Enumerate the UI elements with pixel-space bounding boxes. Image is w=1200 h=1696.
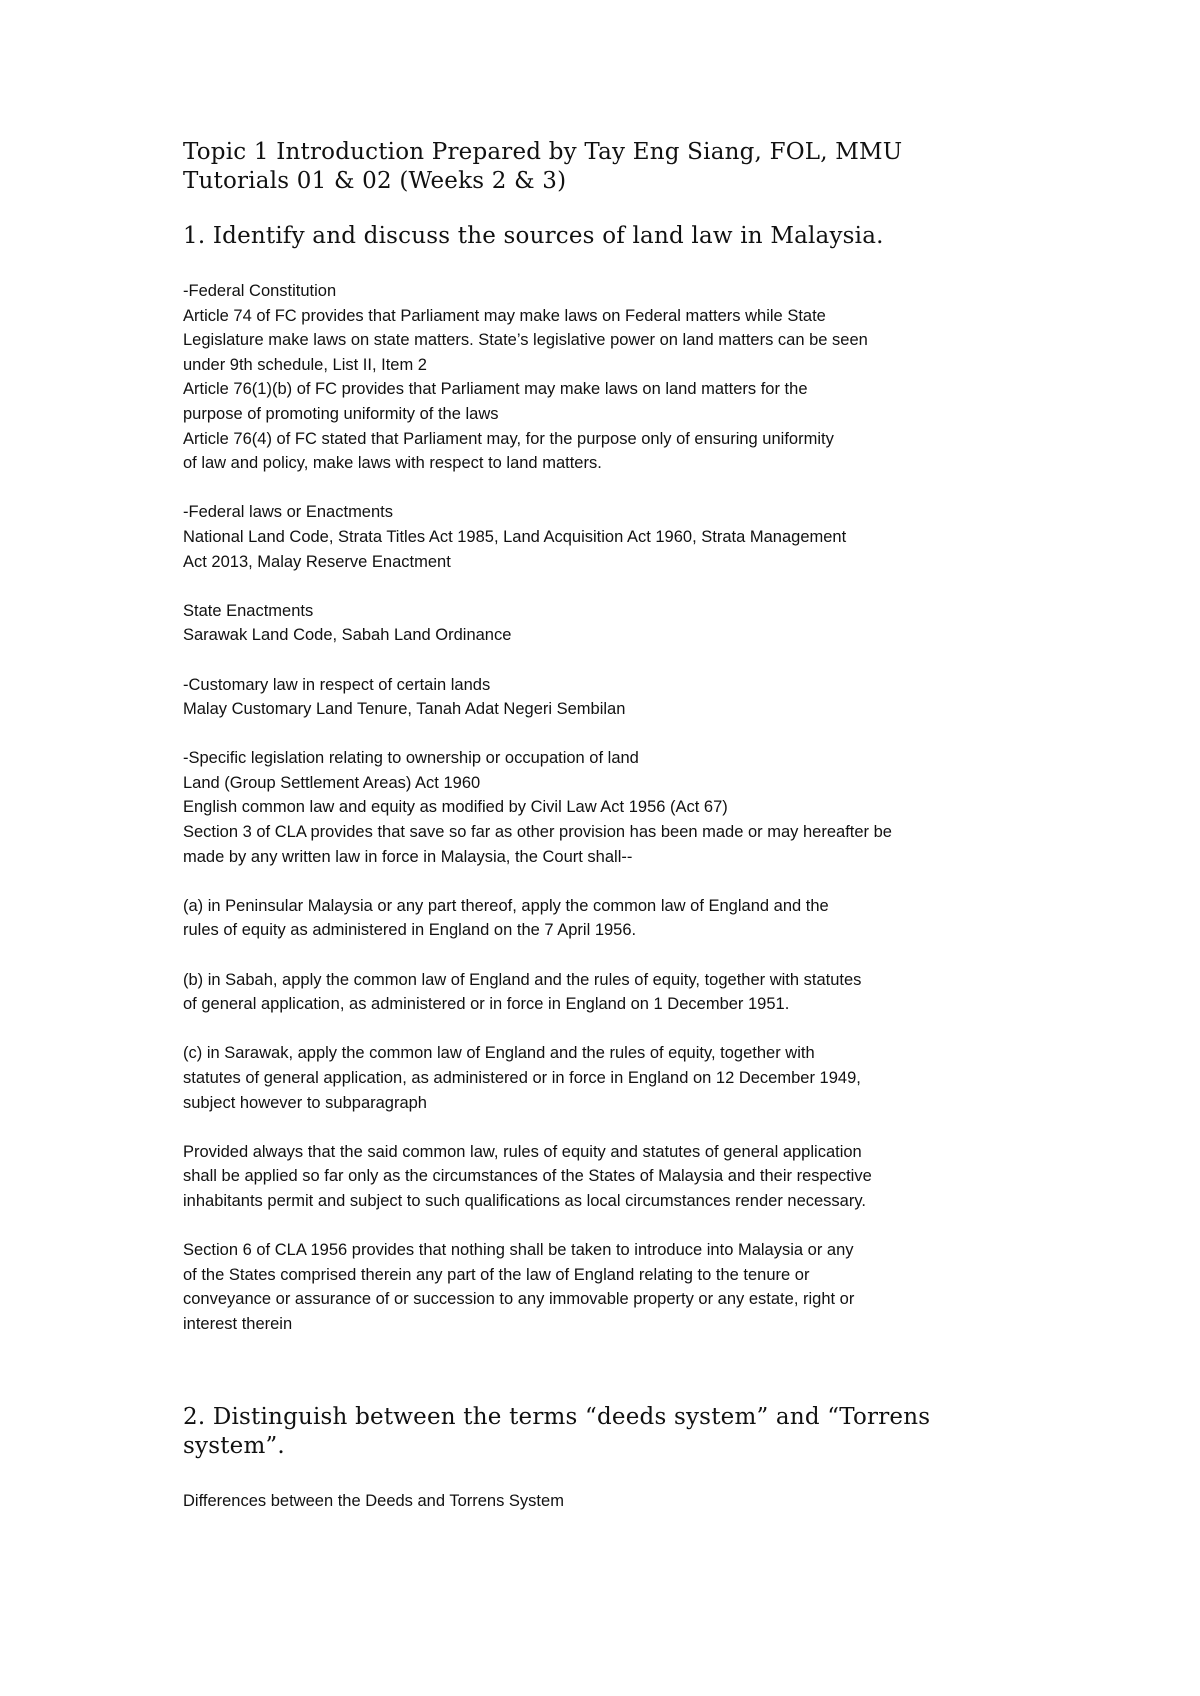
title-line-2: Tutorials 01 & 02 (Weeks 2 & 3) xyxy=(183,168,567,194)
heading-line-1: 2. Distinguish between the terms “deeds system” and “Torrens xyxy=(183,1403,931,1430)
text-line: conveyance or assurance of or succession to any immovable property or any estate, right or xyxy=(183,1290,855,1309)
clause-a xyxy=(183,894,1003,943)
text-line: Section 3 of CLA provides that save so far as other provision has been made or may hereafter be xyxy=(183,823,892,842)
text-line: Provided always that the said common law, rules of equity and statutes of general application xyxy=(183,1142,862,1161)
question-2-intro: Differences between the Deeds and Torrens System xyxy=(183,1491,564,1510)
text-line: statutes of general application, as administered or in force in England on 12 December 1949, xyxy=(183,1069,861,1087)
question-2-heading xyxy=(183,1403,1003,1461)
document-body xyxy=(183,138,1003,1513)
text-line: Sarawak Land Code, Sabah Land Ordinance xyxy=(183,626,512,645)
text-line: of law and policy, make laws with respect to land matters. xyxy=(183,454,602,473)
text-line: Land (Group Settlement Areas) Act 1960 xyxy=(183,773,481,792)
proviso-paragraph xyxy=(183,1140,1003,1214)
text-line: Malay Customary Land Tenure, Tanah Adat Negeri Sembilan xyxy=(183,700,626,719)
title-line-1: Topic 1 Introduction Prepared by Tay Eng Siang, FOL, MMU xyxy=(183,139,903,165)
text-line: inhabitants permit and subject to such qualifications as local circumstances render necessary. xyxy=(183,1191,866,1210)
clause-b xyxy=(183,968,1003,1017)
text-line: Act 2013, Malay Reserve Enactment xyxy=(183,552,451,571)
text-line: purpose of promoting uniformity of the laws xyxy=(183,404,499,423)
text-line: of general application, as administered or in force in England on 1 December 1951. xyxy=(183,995,790,1014)
text-line: interest therein xyxy=(183,1314,293,1333)
federal-constitution-section xyxy=(183,279,1003,476)
heading-line-2: system”. xyxy=(183,1432,285,1459)
customary-law-section xyxy=(183,673,1003,722)
text-line: (a) in Peninsular Malaysia or any part thereof, apply the common law of England and the xyxy=(183,896,829,915)
text-line: shall be applied so far only as the circumstances of the States of Malaysia and their respective xyxy=(183,1167,872,1186)
text-line: made by any written law in force in Malaysia, the Court shall-- xyxy=(183,847,633,866)
text-line: subject however to subparagraph xyxy=(183,1093,427,1112)
state-enactments-section xyxy=(183,599,1003,648)
section-heading: -Federal laws or Enactments xyxy=(183,503,393,522)
question-1-heading: 1. Identify and discuss the sources of land law in Malaysia. xyxy=(183,223,884,249)
section-heading: -Specific legislation relating to ownership or occupation of land xyxy=(183,749,639,768)
document-title xyxy=(183,138,1003,196)
section-heading: -Federal Constitution xyxy=(183,282,337,300)
text-line: Article 74 of FC provides that Parliament may make laws on Federal matters while State xyxy=(183,306,826,325)
text-line: Article 76(4) of FC stated that Parliament may, for the purpose only of ensuring uniformity xyxy=(183,429,834,448)
text-line: (b) in Sabah, apply the common law of England and the rules of equity, together with statutes xyxy=(183,970,862,989)
text-line: Legislature make laws on state matters. State’s legislative power on land matters can be seen xyxy=(183,331,868,350)
text-line: Article 76(1)(b) of FC provides that Parliament may make laws on land matters for the xyxy=(183,380,808,399)
section-6-paragraph xyxy=(183,1238,1003,1336)
section-heading: -Customary law in respect of certain lands xyxy=(183,675,491,694)
text-line: of the States comprised therein any part of the law of England relating to the tenure or xyxy=(183,1265,810,1284)
section-heading: State Enactments xyxy=(183,601,314,620)
specific-legislation-section xyxy=(183,746,1003,869)
federal-laws-section xyxy=(183,500,1003,574)
text-line: National Land Code, Strata Titles Act 1985, Land Acquisition Act 1960, Strata Management xyxy=(183,527,847,546)
text-line: English common law and equity as modified by Civil Law Act 1956 (Act 67) xyxy=(183,798,728,817)
text-line: under 9th schedule, List II, Item 2 xyxy=(183,355,427,374)
clause-c xyxy=(183,1041,1003,1115)
text-line: (c) in Sarawak, apply the common law of England and the rules of equity, together with xyxy=(183,1044,815,1063)
text-line: Section 6 of CLA 1956 provides that nothing shall be taken to introduce into Malaysia or any xyxy=(183,1241,854,1260)
text-line: rules of equity as administered in England on the 7 April 1956. xyxy=(183,921,637,940)
